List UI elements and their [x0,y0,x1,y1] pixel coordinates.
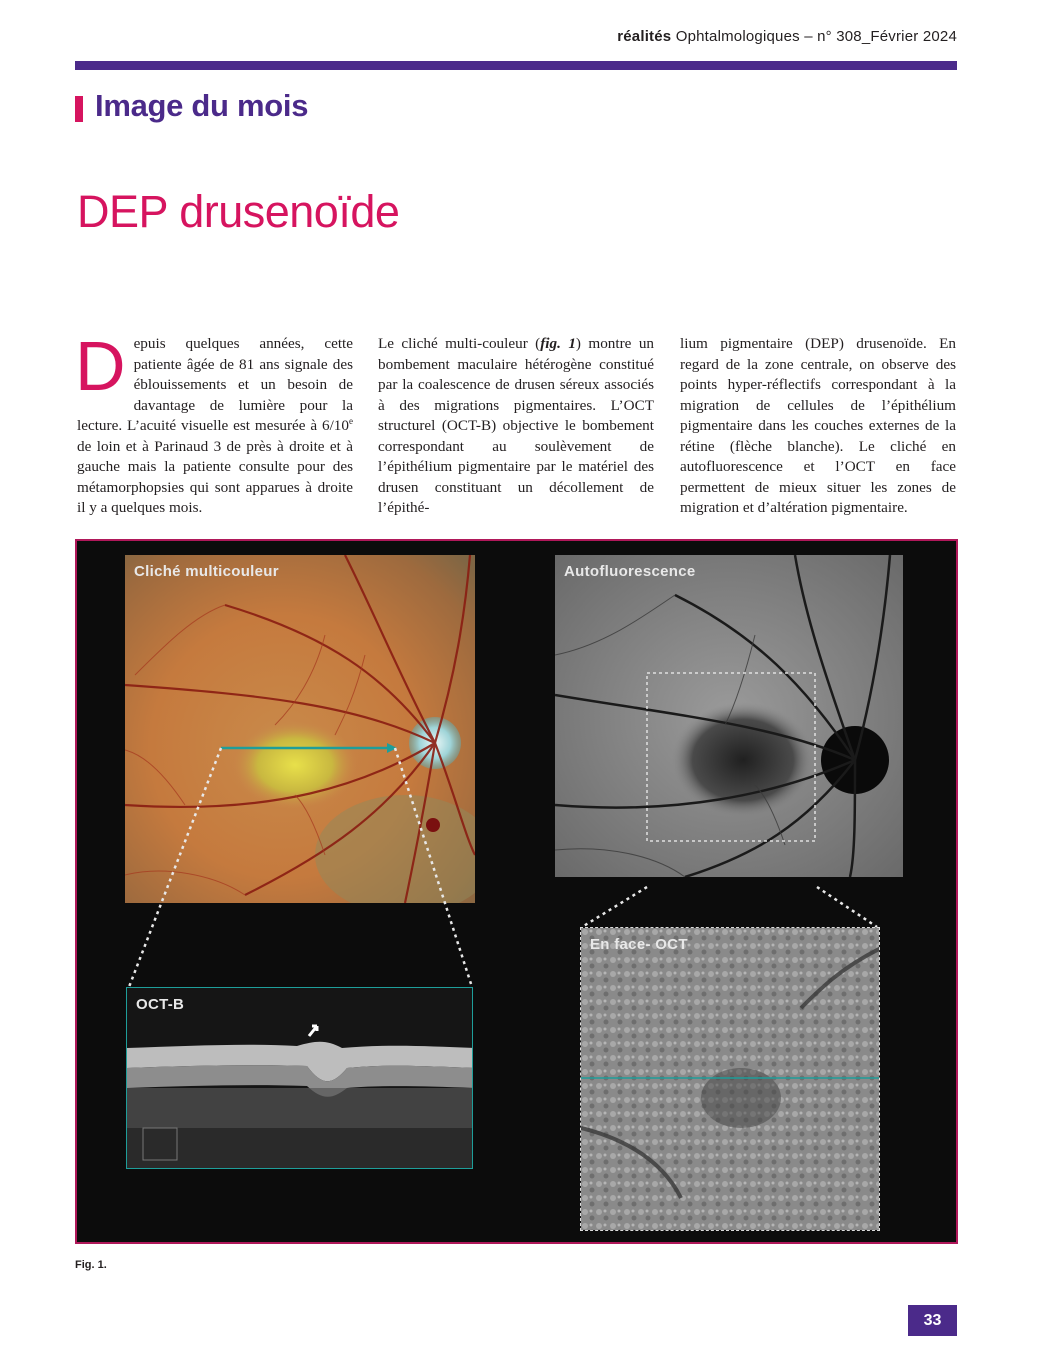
figure-reference: fig. 1 [540,335,576,352]
body-column-3 [680,334,956,519]
multicolor-image [125,555,475,903]
enface-panel [580,927,880,1231]
multicolor-label: Cliché multicouleur [134,563,279,580]
journal-brand: réalités [617,28,672,45]
running-header [617,28,957,45]
col1-superscript: e [349,415,353,426]
autofluo-label: Autofluorescence [564,563,696,580]
figure-1 [75,539,958,1244]
autofluo-panel [555,555,903,877]
article-title: DEP drusenoïde [77,186,400,237]
journal-issue: Ophtalmologiques – n° 308_Février 2024 [675,28,957,45]
col1-text-b: de loin et à Parinaud 3 de près à droite et à gauche mais la patiente consulte pour des métamorphopsies qui sont apparues à droite il y a quelques mois. [77,437,353,516]
enface-image [581,928,880,1231]
section-title: Image du mois [95,88,309,123]
multicolor-panel [125,555,475,903]
col2-text-a: Le cliché multi-couleur ( [378,335,541,352]
body-column-1 [75,327,353,519]
section-marker [75,96,83,122]
octb-label: OCT-B [136,996,185,1013]
col3-text: lium pigmentaire (DEP) drusenoïde. En regard de la zone centrale, on observe des points hyper-réflectifs correspondant à la migration de cellules de l’épithélium pigmentaire dans les couches externes de la rétine (flèche blanche). Le cliché en autofluorescence et l’OCT en face permettent de mieux situer les zones de migration et d’altération pigmentaire. [680,335,956,516]
page-number: 33 [908,1305,957,1336]
octb-panel [126,987,473,1169]
drop-cap: D [75,327,126,405]
body-column-2 [378,334,654,519]
autofluo-image [555,555,903,877]
octb-image [127,988,473,1169]
col1-text-a: epuis quelques années, cette patiente âgée de 81 ans signale des éblouissements et un besoin de davantage de lumière pour la lecture. L’acuité visuelle est mesurée à 6/10 [77,335,353,434]
header-rule [75,61,957,70]
col2-text-b: ) montre un bombement maculaire hétérogène constitué par la coalescence de drusen séreux associés à des migrations pigmentaires. L’OCT structurel (OCT-B) objective le bombement correspondant au soulèvement de l’épithélium pigmentaire par le matériel des drusen constituant un décollement de l’épithé- [378,335,655,516]
enface-label: En face- OCT [590,936,688,953]
figure-caption: Fig. 1. [75,1259,107,1271]
